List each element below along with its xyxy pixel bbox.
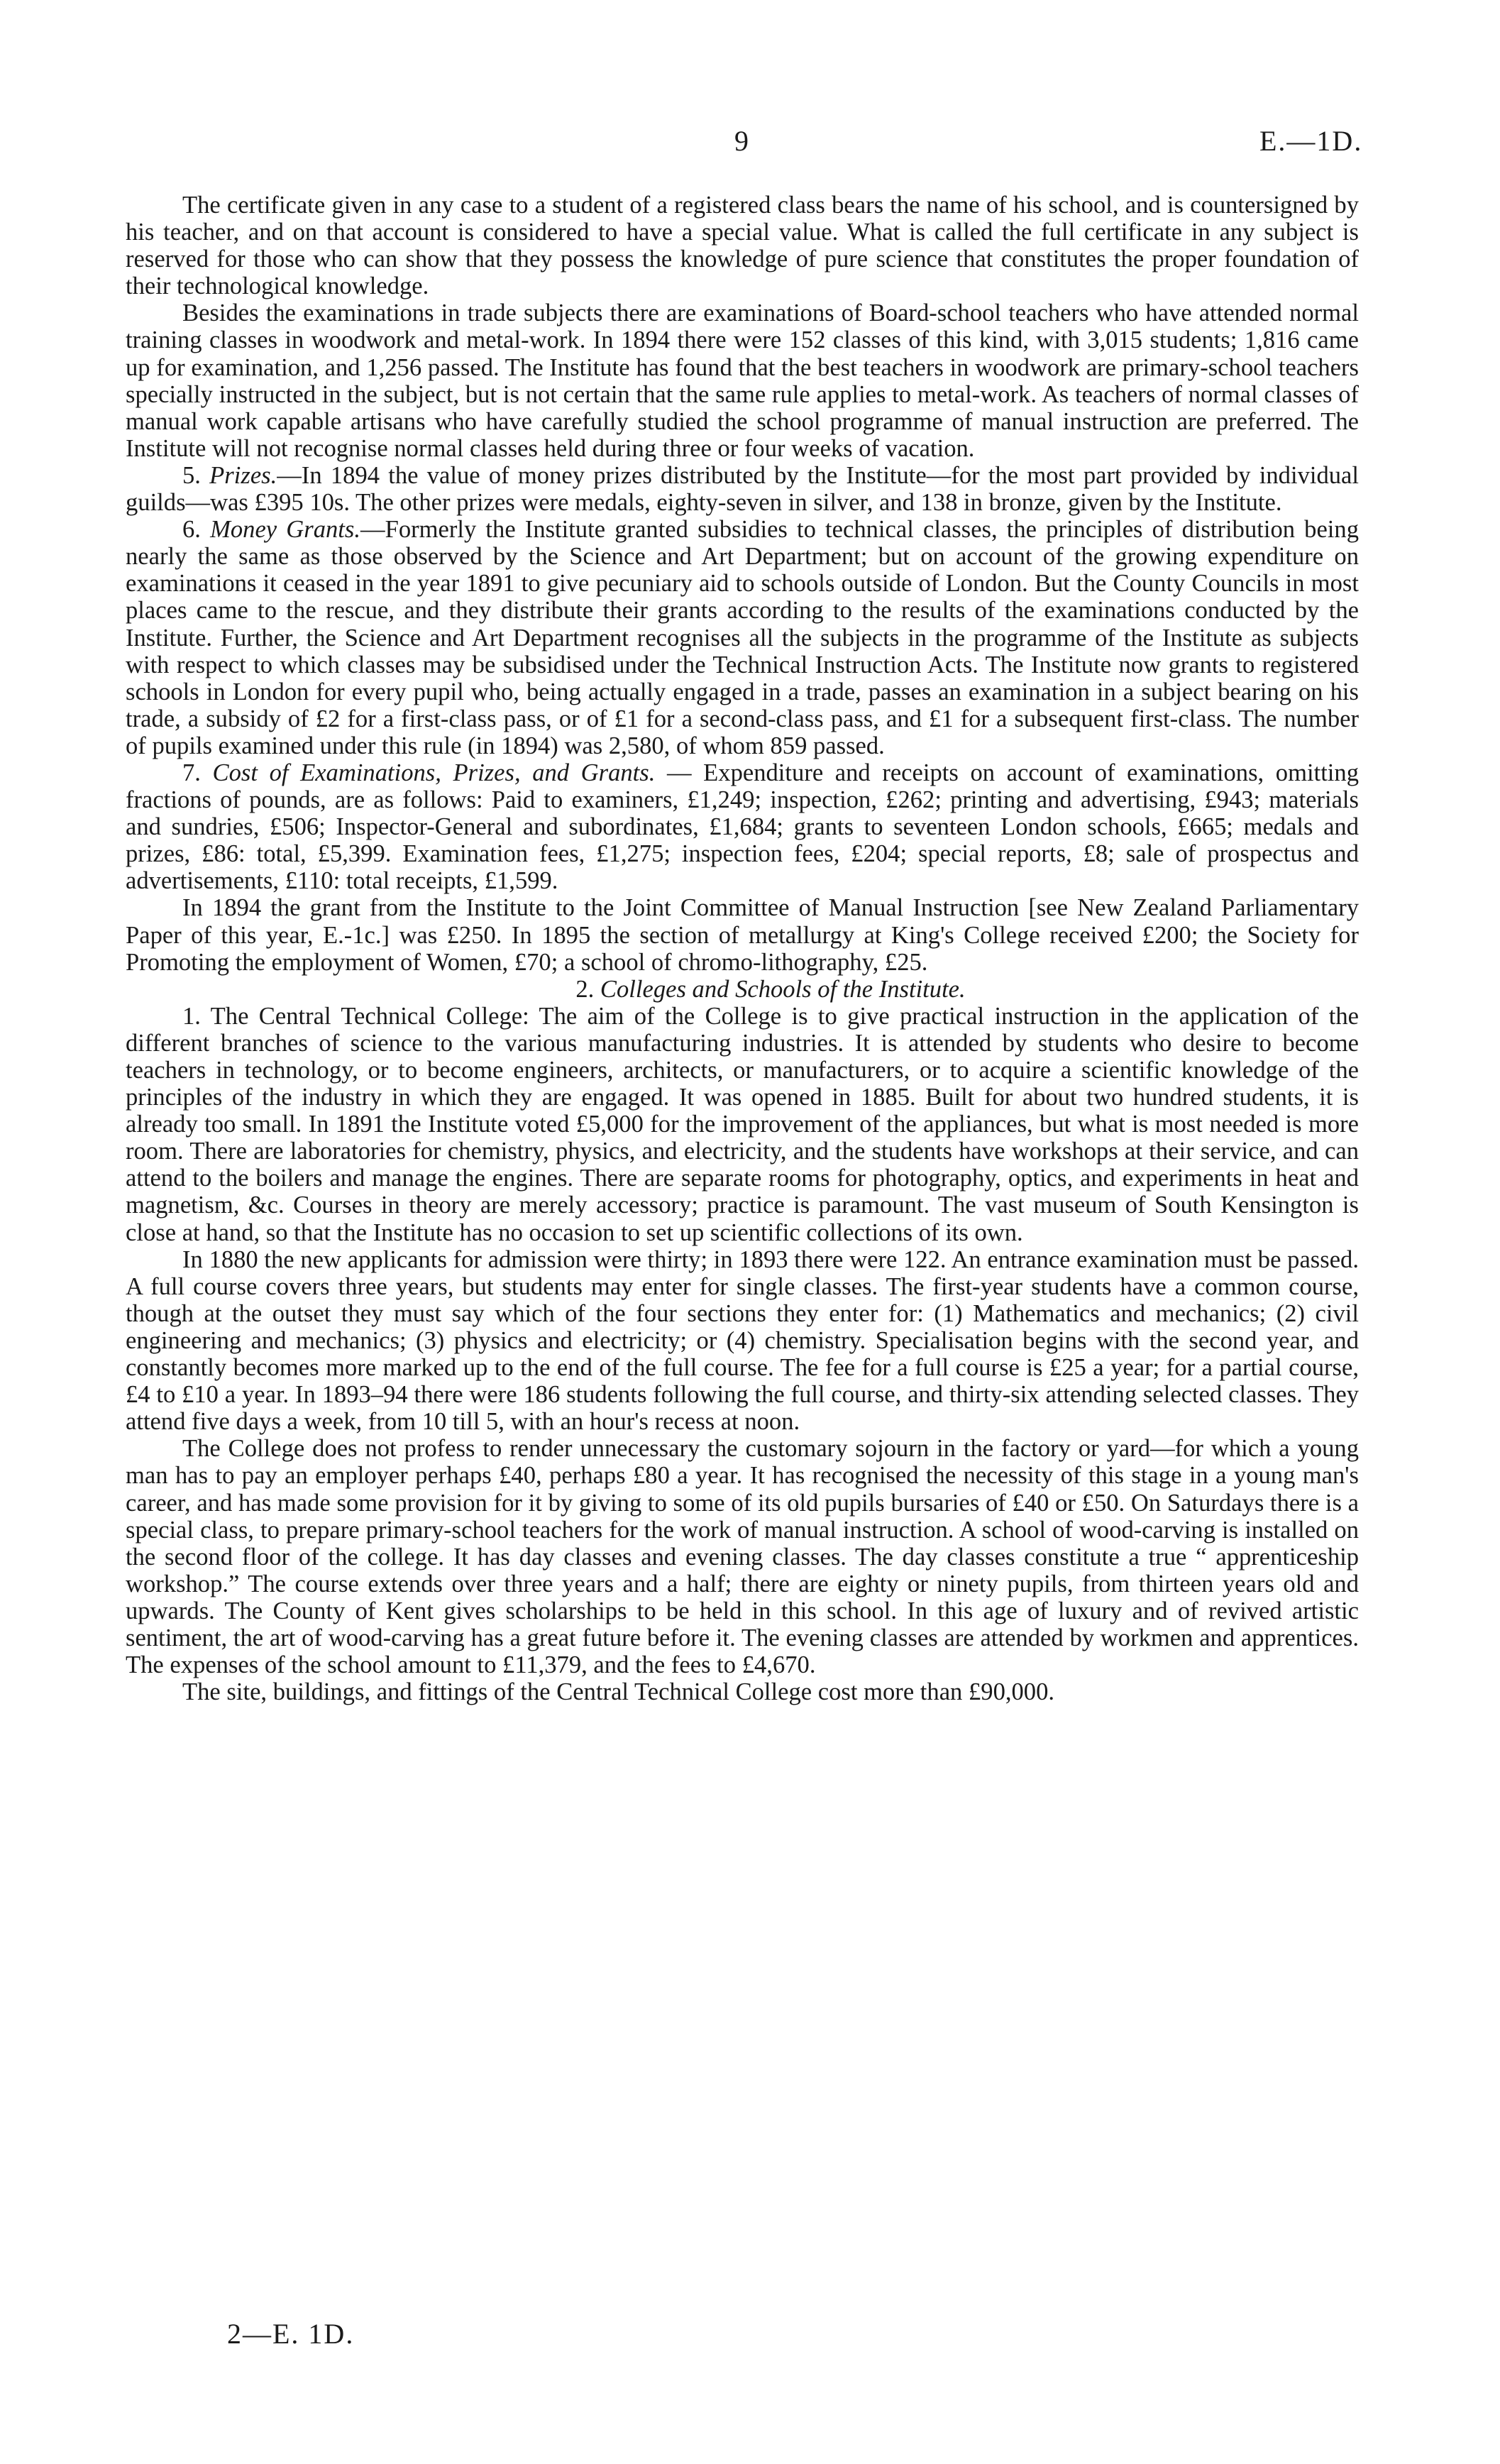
page-number: 9 [734, 125, 749, 157]
paragraph-number: 7. [182, 759, 201, 786]
paragraph-number: 6. [182, 516, 201, 544]
paragraph-number: 5. [182, 461, 201, 489]
paragraph-text: —In 1894 the value of money prizes distributed by the Institute—for the most part provided by individual guilds—was £395 10s. The other prizes were medals, eighty-seven in silver, and 138 in bronze, given by the Institute. [126, 461, 1359, 517]
section-heading [126, 976, 1359, 1003]
footer-signature: 2—E. 1D. [227, 2318, 355, 2350]
body-text [126, 192, 1359, 1705]
paragraph-applicants: In 1880 the new applicants for admission were thirty; in 1893 there were 122. An entrance examination must be passed. A full course covers three years, but students may enter for single classes. The first-year students have a common course, though at the outset they must say which of the four sections they enter for: (1) Mathematics and mechanics; (2) civil engineering and mechanics; (3) physics and electricity; or (4) chemistry. Specialisation begins with the second year, and constantly becomes more marked up to the end of the full course. The fee for a full course is £25 a year; for a partial course, £4 to £10 a year. In 1893–94 there were 186 students following the full course, and thirty-six attending selected classes. They attend five days a week, from 10 till 5, with an hour's recess at noon. [126, 1245, 1359, 1436]
paragraph-cost-of-examinations [126, 759, 1359, 894]
paragraph-text: — Expenditure and receipts on account of examinations, omitting fractions of pounds, are as follows: Paid to examiners, £1,249; inspection, £262; printing and advertising, £943; materials and sundries, £506; Inspector-General and subordinates, £1,684; grants to seventeen London schools, £665; medals and prizes, £86: total, £5,399. Examination fees, £1,275; inspection fees, £204; special reports, £8; sale of prospectus and advertisements, £110: total receipts, £1,599. [126, 759, 1359, 895]
section-number: 2. [575, 975, 595, 1003]
paragraph-board-school-teachers: Besides the examinations in trade subjects there are examinations of Board-school teachers who have attended normal training classes in woodwork and metal-work. In 1894 there were 152 classes of this kind, with 3,015 students; 1,816 came up for examination, and 1,256 passed. The Institute has found that the best teachers in woodwork are primary-school teachers specially instructed in the subject, but is not certain that the same rule applies to metal-work. As teachers of normal classes of manual work capable artisans who have carefully studied the school programme of manual instruction are preferred. The Institute will not recognise normal classes held during three or four weeks of vacation. [126, 299, 1359, 462]
paragraph-money-grants [126, 516, 1359, 759]
paragraph-certificate: The certificate given in any case to a student of a registered class bears the name of his school, and is countersigned by his teacher, and on that account is considered to have a special value. What is called the full certificate in any subject is reserved for those who can show that they possess the knowledge of pure science that constitutes the proper foundation of their technological knowledge. [126, 192, 1359, 300]
paragraph-title: Money Grants. [210, 516, 361, 544]
paragraph-prizes [126, 462, 1359, 516]
section-title: Colleges and Schools of the Institute. [600, 975, 966, 1003]
paragraph-title: Prizes. [209, 461, 277, 489]
document-reference: E.—1D. [1259, 125, 1363, 157]
paragraph-text: —Formerly the Institute granted subsidies to technical classes, the principles of distribution being nearly the same as those observed by the Science and Art Department; but on account of the growing expenditure on examinations it ceased in the year 1891 to give pecuniary aid to schools outside of London. But the County Councils in most places came to the rescue, and they distribute their grants according to the results of the examinations conducted by the Institute. Further, the Science and Art Department recognises all the subjects in the programme of the Institute as subjects with respect to which classes may be subsidised under the Technical Instruction Acts. The Institute now grants to registered schools in London for every pupil who, being actually engaged in a trade, passes an examination in a subject bearing on his trade, a subsidy of £2 for a first-class pass, or of £1 for a second-class pass, and £1 for a subsequent first-class. The number of pupils examined under this rule (in 1894) was 2,580, of whom 859 passed. [126, 516, 1359, 759]
paragraph-title: Cost of Examinations, Prizes, and Grants. [212, 759, 656, 786]
paragraph-site-cost: The site, buildings, and fittings of the Central Technical College cost more than £90,000. [182, 1678, 1055, 1706]
paragraph-sojourn: The College does not profess to render unnecessary the customary sojourn in the factory or yard—for which a young man has to pay an employer perhaps £40, perhaps £80 a year. It has recognised the necessity of this stage in a young man's career, and has made some provision for it by giving to some of its old pupils bursaries of £40 or £50. On Saturdays there is a special class, to prepare primary-school teachers for the work of manual instruction. A school of wood-carving is installed on the second floor of the college. It has day classes and evening classes. The day classes constitute a true “ apprenticeship workshop.” The course extends over three years and a half; there are eighty or ninety pupils, from thirteen years old and upwards. The County of Kent gives scholarships to be held in this school. In this age of luxury and of revived artistic sentiment, the art of wood-carving has a great future before it. The evening classes are attended by workmen and apprentices. The expenses of the school amount to £11,379, and the fees to £4,670. [126, 1435, 1359, 1679]
paragraph-central-technical-college: 1. The Central Technical College: The aim of the College is to give practical instruction in the application of the different branches of science to the various manufacturing industries. It is attended by students who desire to become teachers in technology, or to become engineers, architects, or manufacturers, or to acquire a scientific knowledge of the principles of the industry in which they are engaged. It was opened in 1885. Built for about two hundred students, it is already too small. In 1891 the Institute voted £5,000 for the improvement of the appliances, but what is most needed is more room. There are laboratories for chemistry, physics, and electricity, and the students have workshops at their service, and can attend to the boilers and manage the engines. There are separate rooms for photography, optics, and experiments in heat and magnetism, &c. Courses in theory are merely accessory; practice is paramount. The vast museum of South Kensington is close at hand, so that the Institute has no occasion to set up scientific collections of its own. [126, 1002, 1359, 1246]
paragraph-grant-1894: In 1894 the grant from the Institute to the Joint Committee of Manual Instruction [see New Zealand Parliamentary Paper of this year, E.-1c.] was £250. In 1895 the section of metallurgy at King's College received £200; the Society for Promoting the employment of Women, £70; a school of chromo-lithography, £25. [126, 894, 1359, 976]
